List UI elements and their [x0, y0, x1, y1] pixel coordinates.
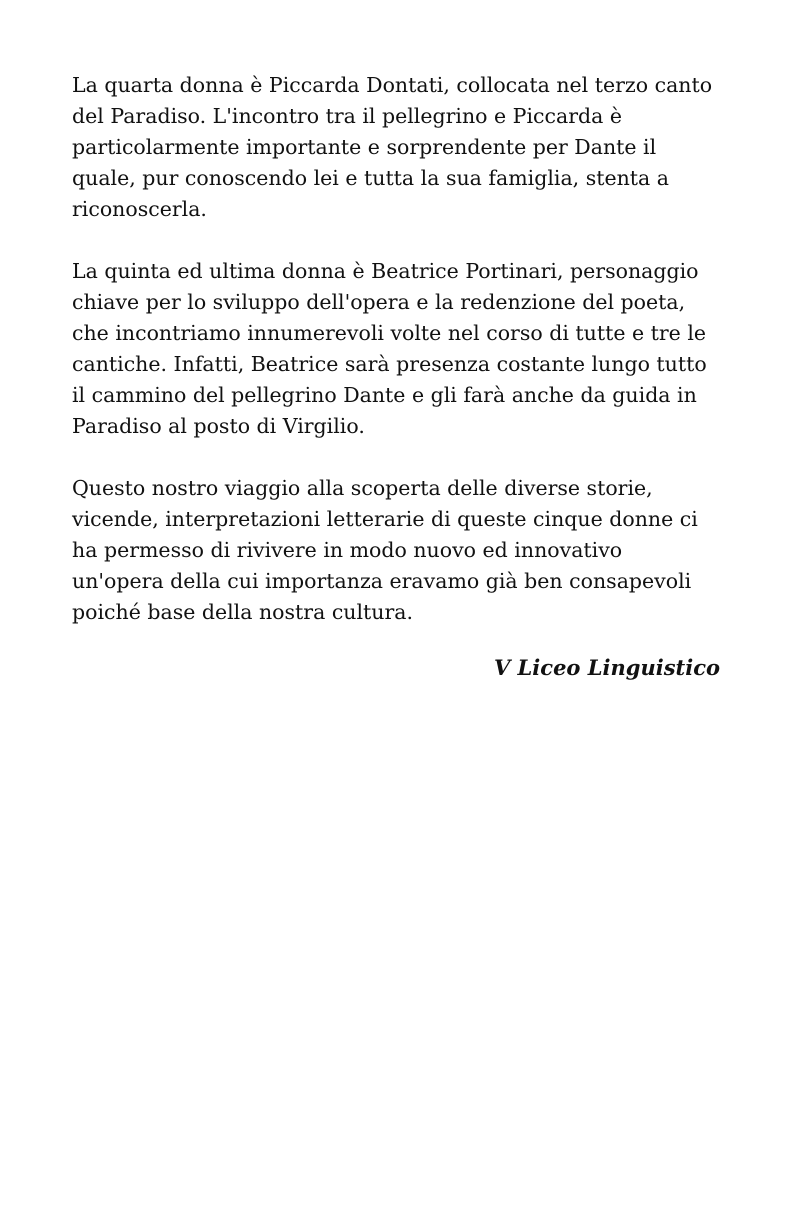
text-line: vicende, interpretazioni letterarie di queste cinque donne ci — [72, 507, 698, 531]
document-body — [72, 70, 720, 628]
text-line: Paradiso al posto di Virgilio. — [72, 414, 365, 438]
text-line: La quinta ed ultima donna è Beatrice Portinari, personaggio — [72, 259, 699, 283]
text-line: chiave per lo sviluppo dell'opera e la redenzione del poeta, — [72, 290, 686, 314]
text-line: Questo nostro viaggio alla scoperta delle diverse storie, — [72, 476, 653, 500]
signature: V Liceo Linguistico — [493, 655, 720, 680]
text-line: cantiche. Infatti, Beatrice sarà presenza costante lungo tutto — [72, 352, 707, 376]
text-line: del Paradiso. L'incontro tra il pellegrino e Piccarda è — [72, 104, 623, 128]
paragraph-conclusion — [72, 473, 720, 628]
paragraph-piccarda — [72, 70, 720, 225]
paragraph-beatrice — [72, 256, 720, 442]
text-line: riconoscerla. — [72, 197, 207, 221]
text-line: La quarta donna è Piccarda Dontati, collocata nel terzo canto — [72, 73, 713, 97]
text-line: quale, pur conoscendo lei e tutta la sua famiglia, stenta a — [72, 166, 670, 190]
text-line: il cammino del pellegrino Dante e gli farà anche da guida in — [72, 383, 697, 407]
text-line: particolarmente importante e sorprendente per Dante il — [72, 135, 657, 159]
text-line: un'opera della cui importanza eravamo già ben consapevoli — [72, 569, 692, 593]
text-line: poiché base della nostra cultura. — [72, 600, 414, 624]
text-line: ha permesso di rivivere in modo nuovo ed innovativo — [72, 538, 623, 562]
text-line: che incontriamo innumerevoli volte nel corso di tutte e tre le — [72, 321, 707, 345]
